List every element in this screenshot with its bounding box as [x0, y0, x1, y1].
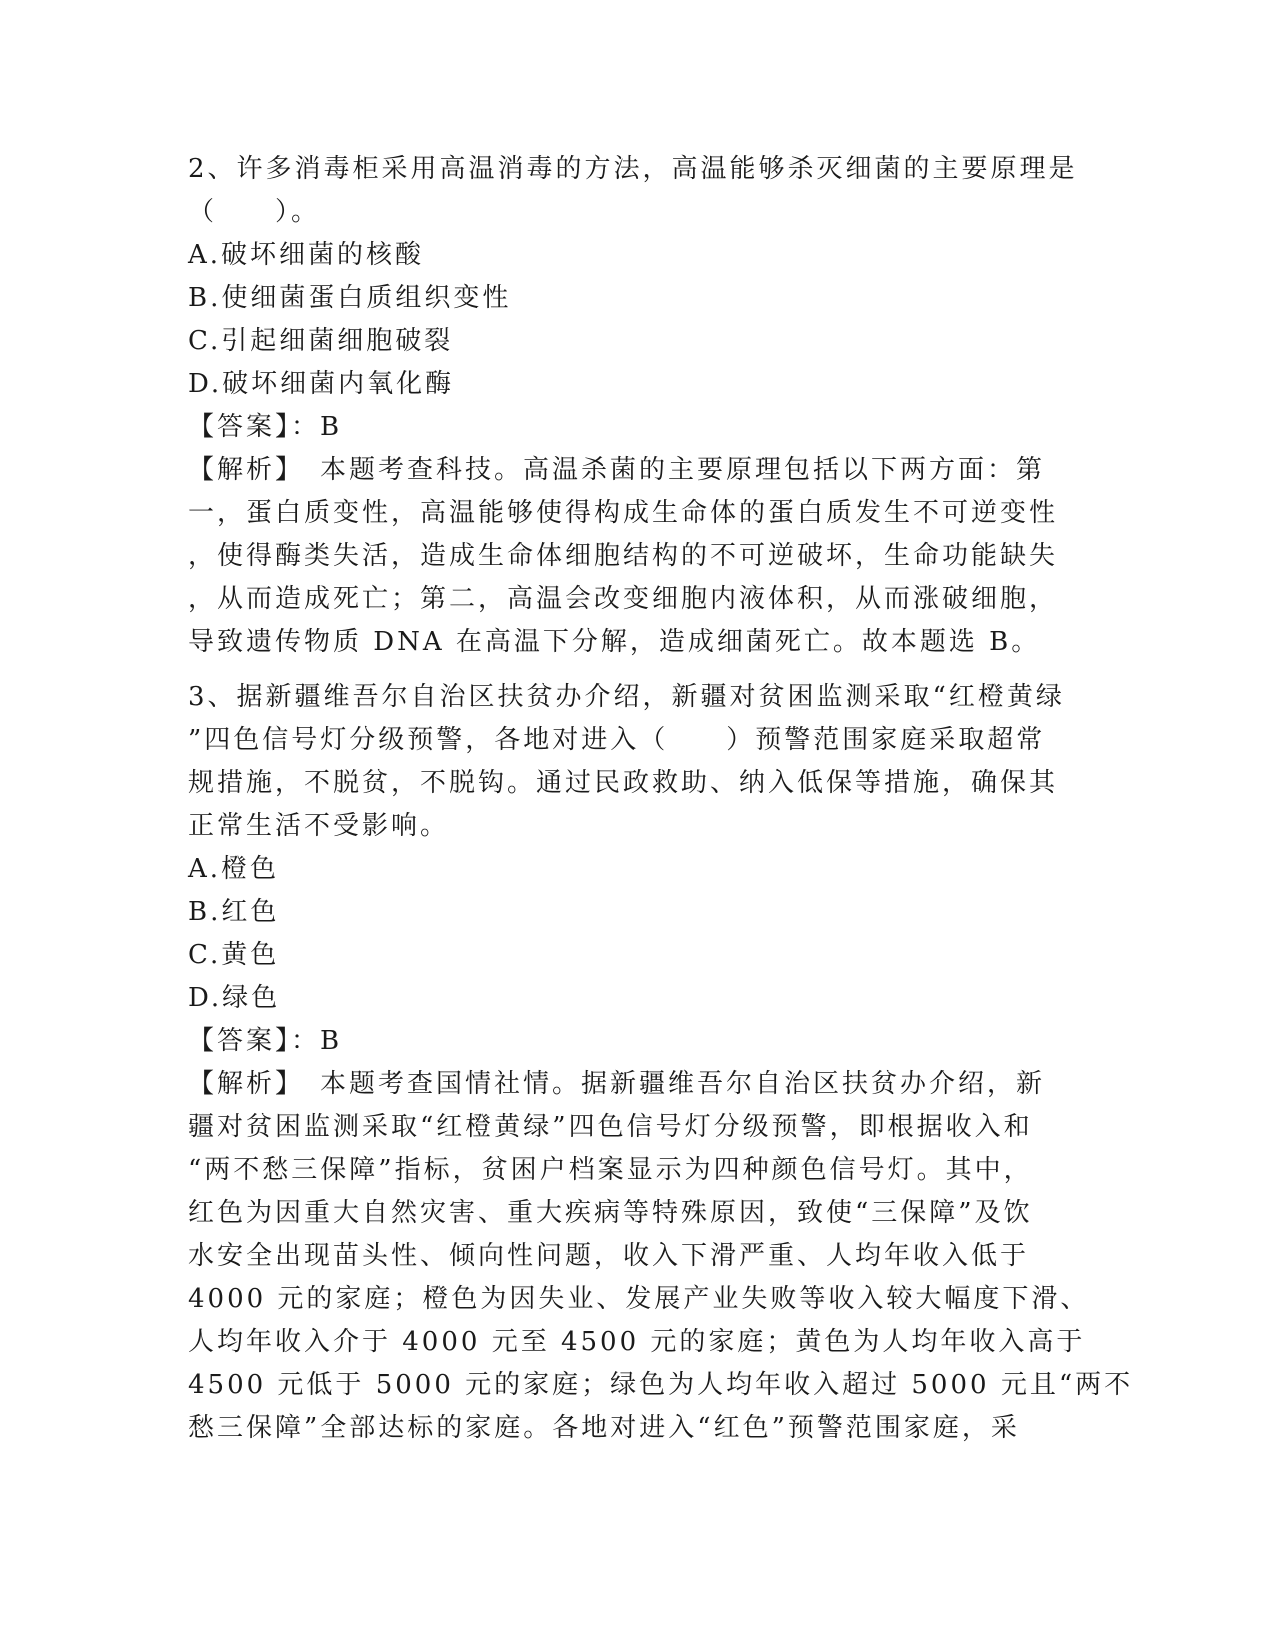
answer-line: 【答案】：B	[188, 1026, 343, 1056]
question-text: 规措施，不脱贫，不脱钩。通过民政救助、纳入低保等措施，确保其	[188, 768, 1059, 798]
analysis-line: 导致遗传物质 DNA 在高温下分解，造成细菌死亡。故本题选 B。	[188, 627, 1041, 657]
document-page	[188, 148, 1134, 1450]
analysis-line: 疆对贫困监测采取“红橙黄绿”四色信号灯分级预警，即根据收入和	[188, 1112, 1033, 1142]
question-spacer	[188, 664, 1088, 676]
option-b: B.使细菌蛋白质组织变性	[188, 283, 512, 313]
analysis-line: ，使得酶类失活，造成生命体细胞结构的不可逆破坏，生命功能缺失	[188, 541, 1059, 571]
analysis-line: 4500 元低于 5000 元的家庭；绿色为人均年收入超过 5000 元且“两不	[188, 1370, 1134, 1400]
question-2	[188, 148, 1088, 664]
question-text: 2、许多消毒柜采用高温消毒的方法，高温能够杀灭细菌的主要原理是	[188, 154, 1078, 184]
question-3	[188, 676, 1134, 1450]
analysis-line: 4000 元的家庭；橙色为因失业、发展产业失败等收入较大幅度下滑、	[188, 1284, 1090, 1314]
option-c: C.引起细菌细胞破裂	[188, 326, 454, 356]
option-b: B.红色	[188, 897, 280, 927]
option-d: D.破坏细菌内氧化酶	[188, 369, 455, 399]
option-c: C.黄色	[188, 940, 280, 970]
answer-line: 【答案】：B	[188, 412, 343, 442]
analysis-line: 【解析】 本题考查科技。高温杀菌的主要原理包括以下两方面：第	[188, 455, 1046, 485]
question-text: 正常生活不受影响。	[188, 811, 450, 841]
question-text: 3、据新疆维吾尔自治区扶贫办介绍，新疆对贫困监测采取“红橙黄绿	[188, 682, 1065, 712]
analysis-line: ，从而造成死亡；第二，高温会改变细胞内液体积，从而涨破细胞，	[188, 584, 1059, 614]
question-text: ”四色信号灯分级预警，各地对进入（ ）预警范围家庭采取超常	[188, 725, 1046, 755]
analysis-line: 水安全出现苗头性、倾向性问题，收入下滑严重、人均年收入低于	[188, 1241, 1030, 1271]
option-a: A.破坏细菌的核酸	[188, 240, 425, 270]
analysis-line: 红色为因重大自然灾害、重大疾病等特殊原因，致使“三保障”及饮	[188, 1198, 1033, 1228]
analysis-line: “两不愁三保障”指标，贫困户档案显示为四种颜色信号灯。其中，	[188, 1155, 1033, 1185]
analysis-line: 愁三保障”全部达标的家庭。各地对进入“红色”预警范围家庭，采	[188, 1413, 1020, 1443]
question-text: （ ）。	[188, 197, 321, 227]
option-d: D.绿色	[188, 983, 281, 1013]
analysis-line: 一，蛋白质变性，高温能够使得构成生命体的蛋白质发生不可逆变性	[188, 498, 1059, 528]
analysis-line: 人均年收入介于 4000 元至 4500 元的家庭；黄色为人均年收入高于	[188, 1327, 1086, 1357]
option-a: A.橙色	[188, 854, 280, 884]
analysis-line: 【解析】 本题考查国情社情。据新疆维吾尔自治区扶贫办介绍，新	[188, 1069, 1046, 1099]
